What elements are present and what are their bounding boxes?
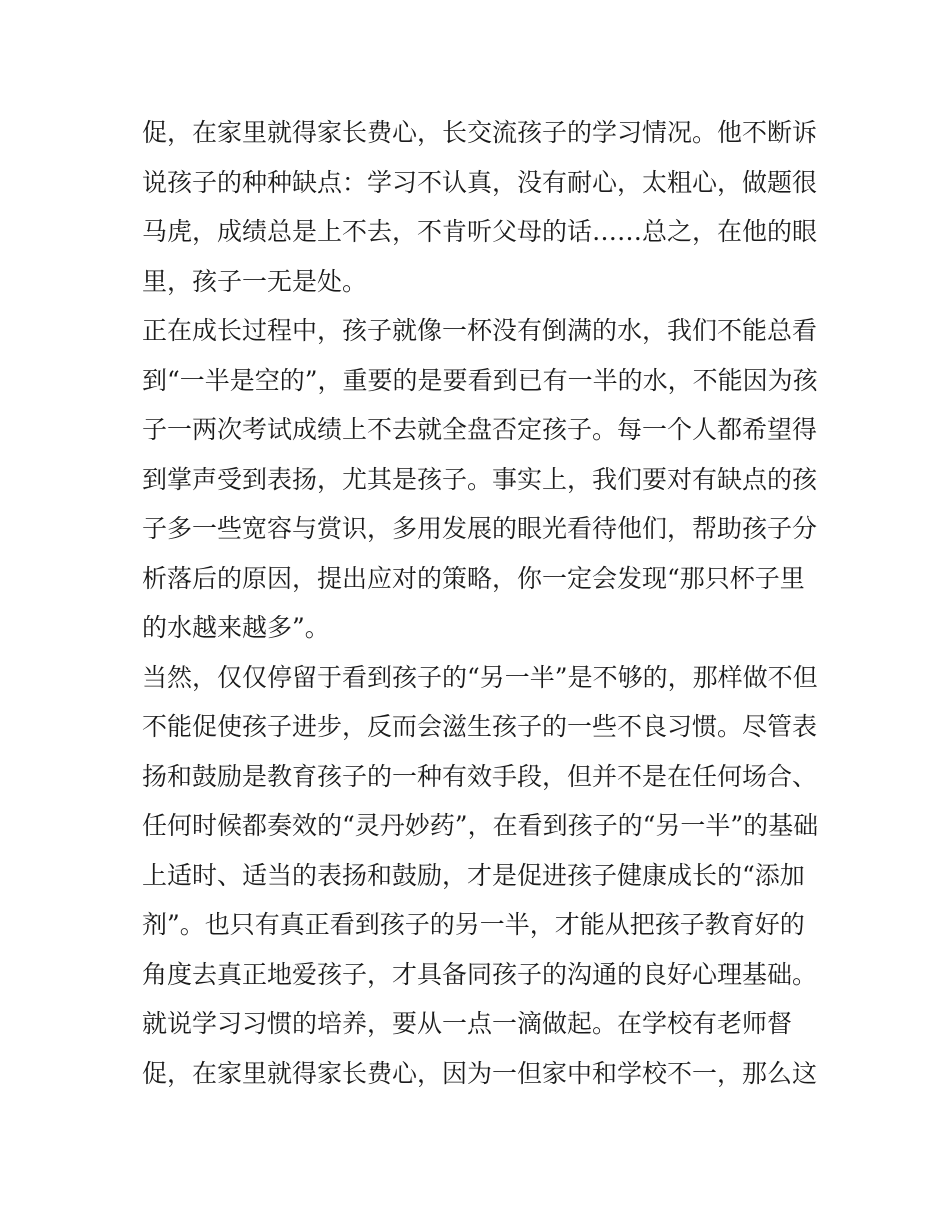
text-line: 说孩子的种种缺点：学习不认真，没有耐心，太粗心，做题很 bbox=[142, 167, 818, 197]
text-line: 促，在家里就得家长费心，因为一但家中和学校不一，那么这 bbox=[142, 1058, 818, 1088]
text-line: 角度去真正地爱孩子，才具备同孩子的沟通的良好心理基础。 bbox=[142, 959, 818, 989]
text-line: 扬和鼓励是教育孩子的一种有效手段，但并不是在任何场合、 bbox=[142, 761, 818, 791]
text-line: 子多一些宽容与赏识，多用发展的眼光看待他们，帮助孩子分 bbox=[142, 514, 818, 543]
text-line: 剂”。也只有真正看到孩子的另一半，才能从把孩子教育好的 bbox=[142, 910, 805, 939]
body-text bbox=[142, 108, 822, 1098]
text-line: 马虎，成绩总是上不去，不肯听父母的话……总之，在他的眼 bbox=[142, 217, 818, 246]
text-line: 就说学习习惯的培养，要从一点一滴做起。在学校有老师督 bbox=[142, 1009, 793, 1038]
text-line: 到“一半是空的”，重要的是要看到已有一半的水，不能因为孩 bbox=[142, 365, 818, 395]
text-line: 子一两次考试成绩上不去就全盘否定孩子。每一个人都希望得 bbox=[142, 415, 818, 444]
text-line: 不能促使孩子进步，反而会滋生孩子的一些不良习惯。尽管表 bbox=[142, 712, 818, 741]
text-line: 任何时候都奏效的“灵丹妙药”，在看到孩子的“另一半”的基础 bbox=[142, 811, 819, 840]
text-line: 当然，仅仅停留于看到孩子的“另一半”是不够的，那样做不但 bbox=[142, 662, 818, 692]
text-line: 到掌声受到表扬，尤其是孩子。事实上，我们要对有缺点的孩 bbox=[142, 464, 818, 494]
text-line: 析落后的原因，提出应对的策略，你一定会发现“那只杯子里 bbox=[142, 563, 805, 593]
text-line: 促，在家里就得家长费心，长交流孩子的学习情况。他不断诉 bbox=[142, 118, 818, 147]
text-line: 里，孩子一无是处。 bbox=[142, 266, 368, 296]
text-line: 的水越来越多”。 bbox=[142, 613, 330, 642]
text-line: 上适时、适当的表扬和鼓励，才是促进孩子健康成长的“添加 bbox=[142, 860, 805, 890]
text-line: 正在成长过程中，孩子就像一杯没有倒满的水，我们不能总看 bbox=[142, 316, 818, 345]
